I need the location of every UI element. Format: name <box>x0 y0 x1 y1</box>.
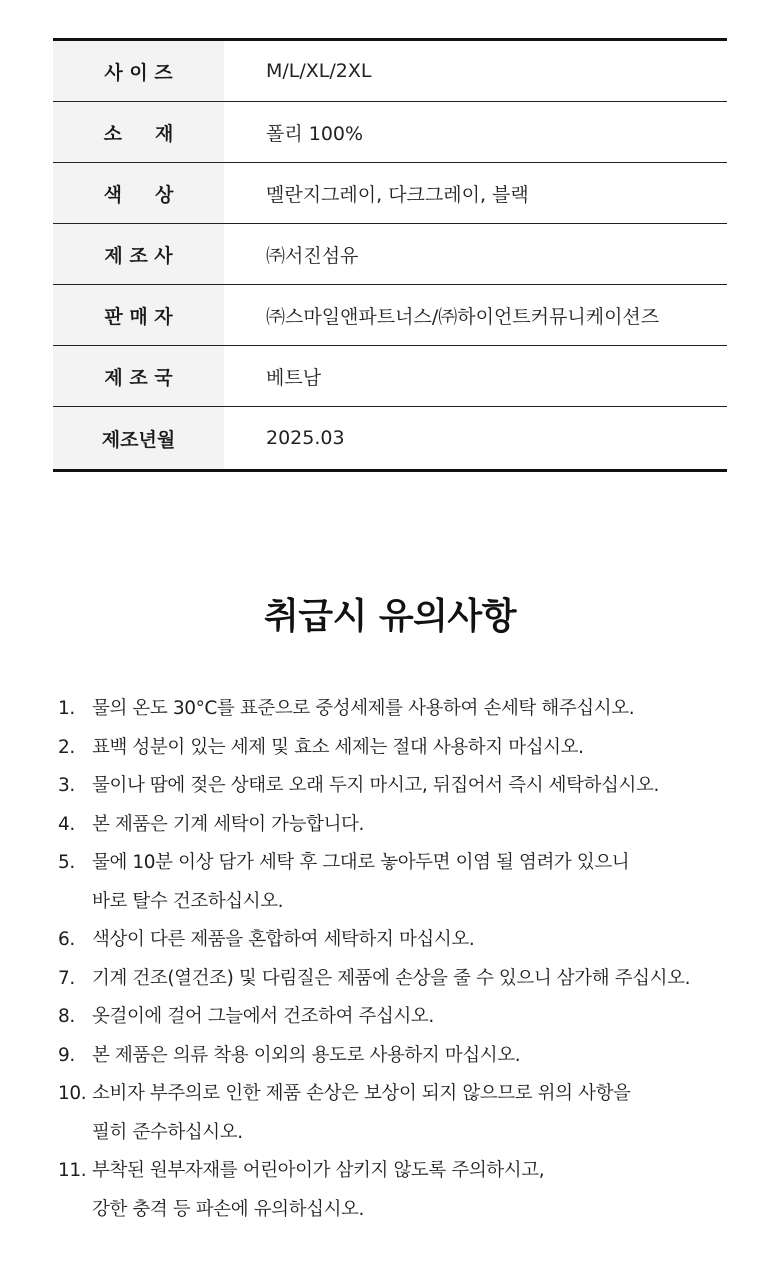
spec-label: 색 상 <box>53 163 224 223</box>
spec-value: ㈜서진섬유 <box>266 244 359 267</box>
list-item-text: 물에 10분 이상 담가 세탁 후 그대로 놓아두면 이염 될 염려가 있으니 바로 탈수 건조하십시오. <box>92 852 630 912</box>
caution-list <box>58 690 773 1229</box>
spec-row-seller <box>53 285 727 346</box>
list-item-number: 3. <box>58 775 75 796</box>
spec-label: 제조년월 <box>53 407 224 469</box>
list-item-number: 8. <box>58 1006 75 1027</box>
list-item-text: 소비자 부주의로 인한 제품 손상은 보상이 되지 않으므로 위의 사항을 필히 준수하십시오. <box>92 1083 631 1143</box>
list-item-number: 6. <box>58 929 75 950</box>
list-item-text: 색상이 다른 제품을 혼합하여 세탁하지 마십시오. <box>92 929 475 950</box>
list-item <box>58 729 773 768</box>
caution-title: 취급시 유의사항 <box>264 596 516 637</box>
list-item-number: 9. <box>58 1044 75 1066</box>
spec-value: 폴리 100% <box>266 122 364 145</box>
list-item <box>58 690 773 729</box>
list-item-text: 표백 성분이 있는 세제 및 효소 세제는 절대 사용하지 마십시오. <box>92 736 584 758</box>
list-item <box>58 806 773 845</box>
list-item-text: 기계 건조(열건조) 및 다림질은 제품에 손상을 줄 수 있으니 삼가해 주십시오. <box>92 967 691 989</box>
list-item <box>58 767 773 806</box>
list-item-text: 물의 온도 30°C를 표준으로 중성세제를 사용하여 손세탁 해주십시오. <box>92 698 635 719</box>
spec-value: M/L/XL/2XL <box>266 60 372 82</box>
spec-label: 판 매 자 <box>53 285 224 345</box>
list-item-number: 4. <box>58 813 75 835</box>
spec-label: 제 조 사 <box>53 224 224 284</box>
list-item-number: 1. <box>58 698 75 719</box>
list-item <box>58 1075 773 1152</box>
list-item-text: 본 제품은 의류 착용 이외의 용도로 사용하지 마십시오. <box>92 1044 521 1066</box>
spec-label: 소 재 <box>53 102 224 162</box>
spec-value: 멜란지그레이, 다크그레이, 블랙 <box>266 183 529 206</box>
product-spec-table <box>53 38 727 472</box>
list-item-number: 7. <box>58 967 75 989</box>
list-item-number: 11. <box>58 1160 87 1181</box>
spec-row-manufacturer <box>53 224 727 285</box>
spec-row-size <box>53 41 727 102</box>
spec-value: 베트남 <box>266 366 322 389</box>
list-item-text: 부착된 원부자재를 어린아이가 삼키지 않도록 주의하시고, 강한 충격 등 파손에 유의하십시오. <box>92 1160 545 1220</box>
list-item-number: 5. <box>58 852 75 873</box>
list-item <box>58 998 773 1037</box>
spec-row-manufacture-date <box>53 407 727 469</box>
list-item-text: 옷걸이에 걸어 그늘에서 건조하여 주십시오. <box>92 1006 434 1027</box>
list-item-number: 2. <box>58 736 75 758</box>
list-item-text: 물이나 땀에 젖은 상태로 오래 두지 마시고, 뒤집어서 즉시 세탁하십시오. <box>92 775 659 796</box>
list-item <box>58 844 773 921</box>
spec-row-country <box>53 346 727 407</box>
list-item <box>58 1037 773 1076</box>
spec-value: 2025.03 <box>266 427 345 449</box>
list-item <box>58 1152 773 1229</box>
spec-label: 제 조 국 <box>53 346 224 406</box>
spec-label: 사 이 즈 <box>53 41 224 101</box>
spec-value: ㈜스마일앤파트너스/㈜하이언트커뮤니케이션즈 <box>266 305 660 328</box>
list-item-text: 본 제품은 기계 세탁이 가능합니다. <box>92 813 364 835</box>
list-item <box>58 921 773 960</box>
spec-row-material <box>53 102 727 163</box>
spec-row-color <box>53 163 727 224</box>
list-item <box>58 960 773 999</box>
list-item-number: 10. <box>58 1083 87 1104</box>
